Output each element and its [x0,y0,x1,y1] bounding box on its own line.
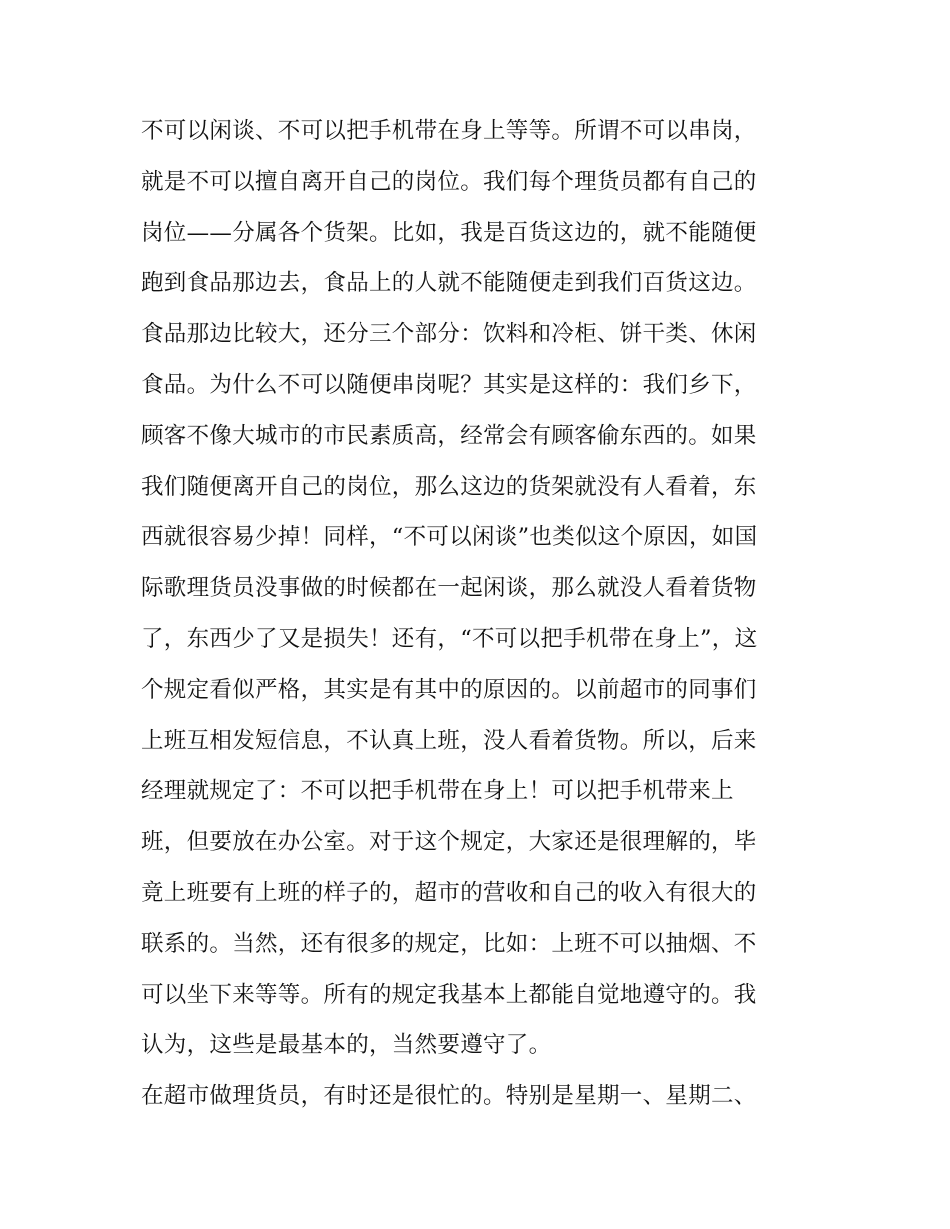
text-line: 联系的。当然，还有很多的规定，比如：上班不可以抽烟、不 [141,930,757,957]
text-line: 就是不可以擅自离开自己的岗位。我们每个理货员都有自己的 [141,168,757,195]
text-line: 个规定看似严格，其实是有其中的原因的。以前超市的同事们 [141,676,757,703]
text-line: 岗位——分属各个货架。比如，我是百货这边的，就不能随便 [141,219,757,246]
text-line: 西就很容易少掉！同样，“不可以闲谈”也类似这个原因，如国 [141,524,758,551]
text-line: 可以坐下来等等。所有的规定我基本上都能自觉地遵守的。我 [141,981,757,1008]
text-line: 上班互相发短信息，不认真上班，没人看着货物。所以，后来 [141,727,757,754]
text-line: 食品。为什么不可以随便串岗呢？其实是这样的：我们乡下， [141,371,757,398]
text-line: 竟上班要有上班的样子的，超市的营收和自己的收入有很大的 [141,879,757,906]
text-line: 我们随便离开自己的岗位，那么这边的货架就没有人看着，东 [141,473,757,500]
text-line: 食品那边比较大，还分三个部分：饮料和冷柜、饼干类、休闲 [141,321,757,348]
text-line: 跑到食品那边去，食品上的人就不能随便走到我们百货这边。 [141,270,757,297]
text-line: 经理就规定了：不可以把手机带在身上！可以把手机带来上 [141,778,734,805]
text-line: 了，东西少了又是损失！还有，“不可以把手机带在身上”，这 [141,625,758,652]
text-line: 认为，这些是最基本的，当然要遵守了。 [141,1032,552,1059]
text-line: 在超市做理货员，有时还是很忙的。特别是星期一、星期二、 [141,1083,757,1110]
body-text [141,106,821,1122]
text-line: 际歌理货员没事做的时候都在一起闲谈，那么就没人看着货物 [141,575,757,602]
text-line: 班，但要放在办公室。对于这个规定，大家还是很理解的，毕 [141,829,757,856]
text-line: 不可以闲谈、不可以把手机带在身上等等。所谓不可以串岗， [141,118,757,144]
text-line: 顾客不像大城市的市民素质高，经常会有顾客偷东西的。如果 [141,422,757,449]
